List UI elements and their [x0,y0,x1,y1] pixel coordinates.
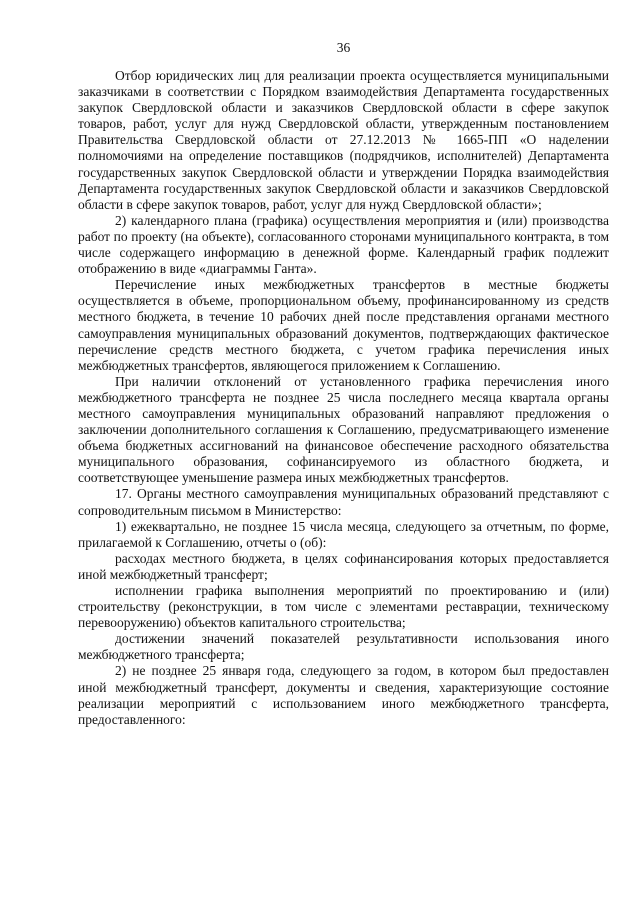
paragraph: При наличии отклонений от установленного графика перечисления иного межбюджетного трансферта не позднее 25 числа последнего месяца квартала органы местного самоуправления муниципальных образований направляют предложения о заключении дополнительного соглашения к Соглашению, предусматривающего изменение объема бюджетных ассигнований на финансовое обеспечение расходного обязательства муниципального образования, софинансируемого из областного бюджета, и соответствующее уменьшение размера иных межбюджетных трансфертов. [78,373,609,486]
paragraph: исполнении графика выполнения мероприятий по проектированию и (или) строительству (реконструкции, в том числе с элементами реставрации, техническому перевооружению) объектов капитального строительства; [78,583,609,631]
paragraph: Отбор юридических лиц для реализации проекта осуществляется муниципальными заказчиками в соответствии с Порядком взаимодействия Департамента государственных закупок Свердловской области и заказчиков Свердловской области в сфере закупок товаров, работ, услуг для нужд Свердловской области, утвержденным постановлением Правительства Свердловской области от 27.12.2013 № 1665-ПП «О наделении полномочиями на определение поставщиков (подрядчиков, исполнителей) Департамента государственных закупок Свердловской области и утверждении Порядка взаимодействия Департамента государственных закупок Свердловской области и заказчиков Свердловской области в сфере закупок товаров, работ, услуг для нужд Свердловской области»; [78,68,609,212]
paragraph: 2) не позднее 25 января года, следующего за годом, в котором был предоставлен иной межбюджетный трансферт, документы и сведения, характеризующие состояние реализации мероприятий с использованием иного межбюджетного трансферта, предоставленного: [78,663,609,727]
paragraph: достижении значений показателей результативности использования иного межбюджетного трансферта; [78,631,609,663]
paragraph: 1) ежеквартально, не позднее 15 числа месяца, следующего за отчетным, по форме, прилагаемой к Соглашению, отчеты о (об): [78,518,609,550]
document-body [78,68,609,728]
paragraph: 17. Органы местного самоуправления муниципальных образований представляют с сопроводительным письмом в Министерство: [78,486,609,518]
paragraph: Перечисление иных межбюджетных трансфертов в местные бюджеты осуществляется в объеме, пропорциональном объему, профинансированному из средств местного бюджета, в течение 10 рабочих дней после представления органами местного самоуправления муниципальных образований документов, подтверждающих фактическое перечисление средств местного бюджета, с учетом графика перечисления иных межбюджетных трансфертов, являющегося приложением к Соглашению. [78,277,609,373]
paragraph: расходах местного бюджета, в целях софинансирования которых предоставляется иной межбюджетный трансферт; [78,550,609,582]
page-number: 36 [336,40,351,55]
paragraph: 2) календарного плана (графика) осуществления мероприятия и (или) производства работ по проекту (на объекте), согласованного сторонами муниципального контракта, в том числе содержащего информацию в денежной форме. Календарный график подлежит отображению в виде «диаграммы Ганта». [78,212,609,277]
